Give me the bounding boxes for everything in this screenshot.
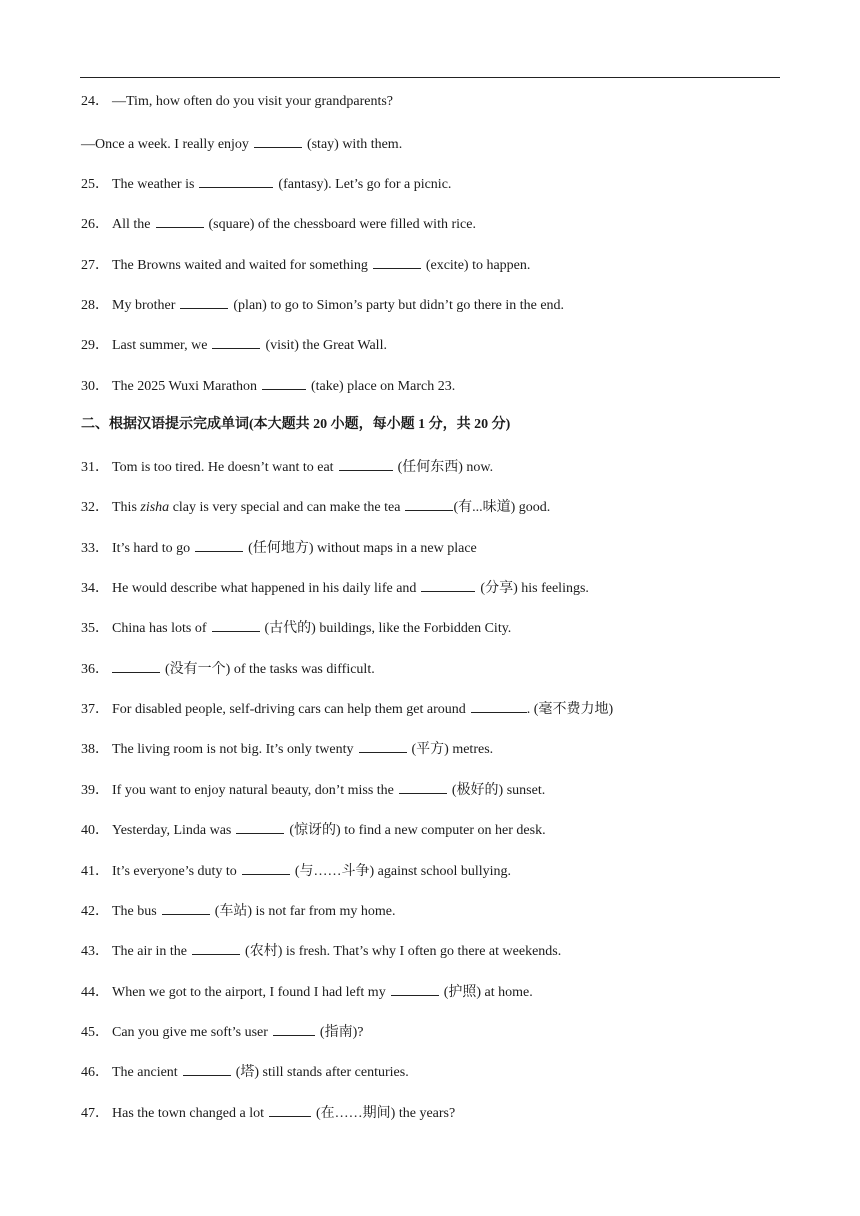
question-number: 26． [81,217,109,232]
question-text-before: Has the town changed a lot [112,1106,265,1121]
answer-blank[interactable] [405,497,453,511]
question-number: 28． [81,298,109,313]
question-hint-after: (平方) metres. [411,742,494,757]
question-text-before: The living room is not big. It’s only twenty [112,742,354,757]
question-43 [81,941,561,961]
question-text-before: China has lots of [112,621,207,636]
question-number: 25． [81,177,109,192]
question-42 [81,901,396,921]
answer-blank[interactable] [212,618,260,632]
answer-blank[interactable] [359,739,407,753]
question-29 [81,335,387,355]
question-text-before-2: clay is very special and can make the tea [172,500,401,515]
question-number: 32． [81,500,109,515]
answer-blank[interactable] [373,255,421,269]
question-hint-after: (没有一个) of the tasks was difficult. [165,662,375,677]
question-hint-after: (农村) is fresh. That’s why I often go there at weekends. [245,944,562,959]
question-text-before: The air in the [112,944,188,959]
question-number: 27． [81,258,109,273]
answer-blank[interactable] [192,941,240,955]
question-text-before: If you want to enjoy natural beauty, don’t miss the [112,783,394,798]
answer-blank[interactable] [212,335,260,349]
question-36 [81,659,375,679]
question-44 [81,982,533,1002]
question-number: 30． [81,379,109,394]
question-text-before: Tom is too tired. He doesn’t want to eat [112,460,334,475]
question-number: 35． [81,621,109,636]
question-text-after: (stay) with them. [306,137,403,152]
question-hint-after: (惊讶的) to find a new computer on her desk. [289,823,546,838]
question-number: 36． [81,662,109,677]
question-32 [81,497,550,517]
question-text-before: All the [112,217,151,232]
question-text-after: (square) of the chessboard were filled with rice. [208,217,476,232]
question-number: 47． [81,1106,109,1121]
question-28 [81,295,564,315]
question-text-after: (plan) to go to Simon’s party but didn’t go there in the end. [233,298,565,313]
question-text-before: My brother [112,298,176,313]
question-text-before: The bus [112,904,157,919]
question-41 [81,861,511,881]
question-45 [81,1022,363,1042]
question-text-before: The 2025 Wuxi Marathon [112,379,257,394]
answer-blank[interactable] [199,174,273,188]
question-37 [81,699,613,719]
question-hint-after: (古代的) buildings, like the Forbidden City. [264,621,512,636]
question-number: 34． [81,581,109,596]
question-text-after: (fantasy). Let’s go for a picnic. [278,177,452,192]
question-number: 38． [81,742,109,757]
question-number: 33． [81,541,109,556]
question-text-before: The Browns waited and waited for something [112,258,368,273]
question-27 [81,255,530,275]
answer-blank[interactable] [273,1022,315,1036]
question-25 [81,174,451,194]
answer-blank[interactable] [112,659,160,673]
answer-blank[interactable] [242,861,290,875]
question-text-after: (visit) the Great Wall. [265,338,387,353]
answer-blank[interactable] [254,134,302,148]
section-two-title: 二、根据汉语提示完成单词(本大题共 20 小题，每小题 1 分，共 20 分) [81,417,511,432]
question-text-before: The weather is [112,177,195,192]
question-number: 29． [81,338,109,353]
question-39 [81,780,545,800]
question-text-before: Yesterday, Linda was [112,823,232,838]
question-text-before: It’s hard to go [112,541,191,556]
question-text: —Tim, how often do you visit your grandparents? [112,94,394,109]
question-number: 40． [81,823,109,838]
question-hint-after: (有...味道) good. [453,500,551,515]
question-hint-after: (与……斗争) against school bullying. [294,864,512,879]
question-hint-after: . (毫不费力地) [526,702,614,717]
answer-blank[interactable] [471,699,527,713]
question-number: 42． [81,904,109,919]
question-30 [81,376,455,396]
answer-blank[interactable] [183,1062,231,1076]
answer-blank[interactable] [339,457,393,471]
question-number: 45． [81,1025,109,1040]
question-text-before: Last summer, we [112,338,208,353]
question-number: 41． [81,864,109,879]
question-text-before: For disabled people, self-driving cars can help them get around [112,702,466,717]
answer-blank[interactable] [269,1103,311,1117]
question-34 [81,578,589,598]
question-text-before: This [112,500,137,515]
question-hint-after: (极好的) sunset. [451,783,546,798]
answer-blank[interactable] [421,578,475,592]
answer-blank[interactable] [180,295,228,309]
answer-blank[interactable] [399,780,447,794]
question-35 [81,618,511,638]
question-text-before: When we got to the airport, I found I had left my [112,985,386,1000]
question-hint-after: (任何东西) now. [397,460,494,475]
question-31 [81,457,493,477]
answer-blank[interactable] [262,376,306,390]
question-number: 31． [81,460,109,475]
question-hint-after: (在……期间) the years? [316,1106,456,1121]
question-number: 43． [81,944,109,959]
answer-blank[interactable] [236,820,284,834]
question-number: 37． [81,702,109,717]
question-24-answer-line [81,134,402,154]
question-text-before: He would describe what happened in his daily life and [112,581,417,596]
question-text-after: (excite) to happen. [425,258,531,273]
italic-term: zisha [140,500,170,515]
answer-blank[interactable] [195,538,243,552]
question-hint-after: (塔) still stands after centuries. [235,1065,409,1080]
question-hint-after: (分享) his feelings. [480,581,589,596]
question-number: 46． [81,1065,109,1080]
question-text-before: It’s everyone’s duty to [112,864,237,879]
answer-blank[interactable] [391,982,439,996]
question-number: 24． [81,94,109,109]
question-text-before: Can you give me soft’s user [112,1025,268,1040]
question-40 [81,820,546,840]
question-text-after: (take) place on March 23. [310,379,456,394]
question-number: 39． [81,783,109,798]
question-text-before: —Once a week. I really enjoy [81,137,249,152]
answer-blank[interactable] [156,214,204,228]
question-hint-after: (指南)? [319,1025,364,1040]
question-hint-after: (车站) is not far from my home. [214,904,396,919]
question-38 [81,739,493,759]
answer-blank[interactable] [162,901,210,915]
question-26 [81,214,476,234]
question-47 [81,1103,455,1123]
question-text-before: The ancient [112,1065,178,1080]
question-number: 44． [81,985,109,1000]
question-46 [81,1062,409,1082]
header-rule [80,77,780,78]
question-33 [81,538,477,558]
question-hint-after: (任何地方) without maps in a new place [248,541,477,556]
question-hint-after: (护照) at home. [443,985,533,1000]
question-24 [81,93,393,111]
